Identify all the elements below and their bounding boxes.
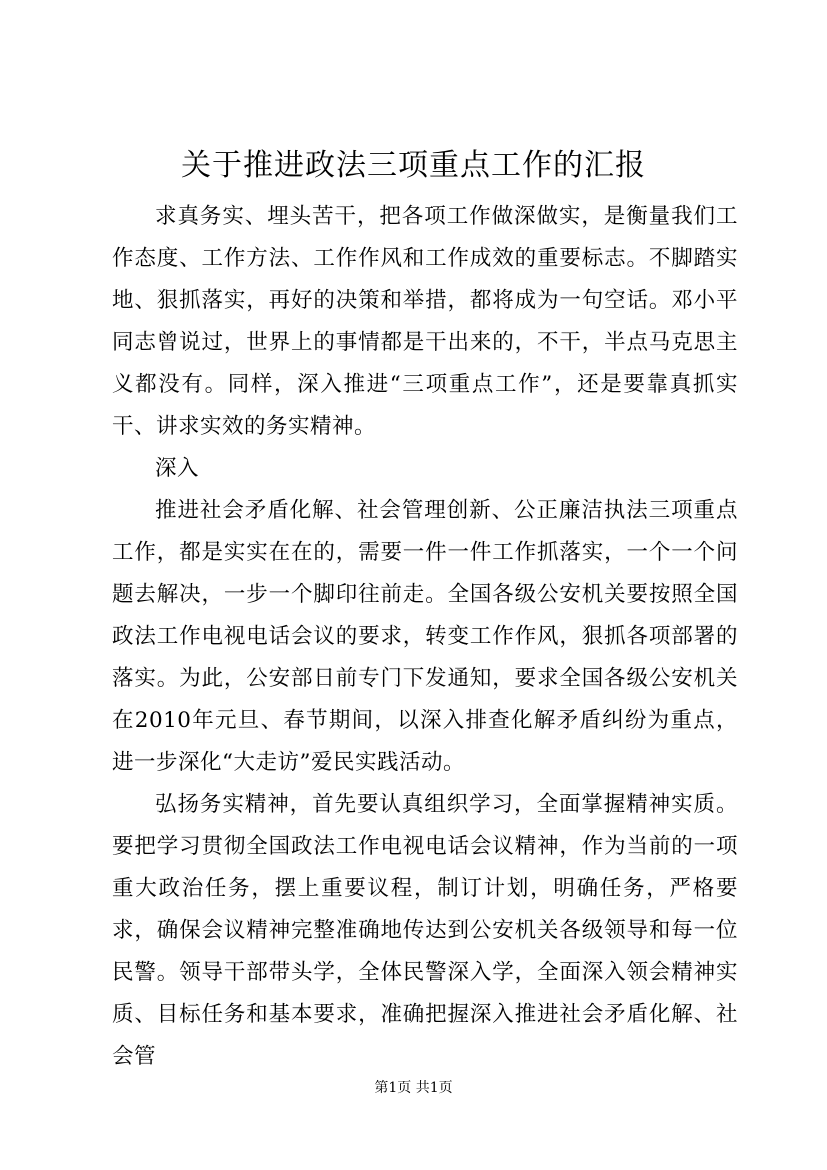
paragraph-4: 弘扬务实精神，首先要认真组织学习，全面掌握精神实质。要把学习贯彻全国政法工作电视电话会议精神，作为当前的一项重大政治任务，摆上重要议程，制订计划，明确任务，严格要求，确保会议精神完整准确地传达到公安机关各级领导和每一位民警。领导干部带头学，全体民警深入学，全面深入领会精神实质、目标任务和基本要求，准确把握深入推进社会矛盾化解、社会管 <box>112 792 738 1069</box>
page-footer: 第1页 共1页 <box>374 1080 453 1096</box>
document-title: 关于推进政法三项重点工作的汇报 <box>181 148 646 183</box>
document-body <box>112 196 738 1078</box>
paragraph-2: 深入 <box>155 456 200 481</box>
paragraph-1: 求真务实、埋头苦干，把各项工作做深做实，是衡量我们工作态度、工作方法、工作作风和工作成效的重要标志。不脚踏实地、狠抓落实，再好的决策和举措，都将成为一句空话。邓小平同志曾说过，世界上的事情都是干出来的，不干，半点马克思主义都没有。同样，深入推进“三项重点工作”，还是要靠真抓实干、讲求实效的务实精神。 <box>112 204 738 439</box>
paragraph-3: 推进社会矛盾化解、社会管理创新、公正廉洁执法三项重点工作，都是实实在在的，需要一件一件工作抓落实，一个一个问题去解决，一步一个脚印往前走。全国各级公安机关要按照全国政法工作电视电话会议的要求，转变工作作风，狠抓各项部署的落实。为此，公安部日前专门下发通知，要求全国各级公安机关在2010年元旦、春节期间，以深入排查化解矛盾纠纷为重点，进一步深化“大走访”爱民实践活动。 <box>112 498 738 775</box>
